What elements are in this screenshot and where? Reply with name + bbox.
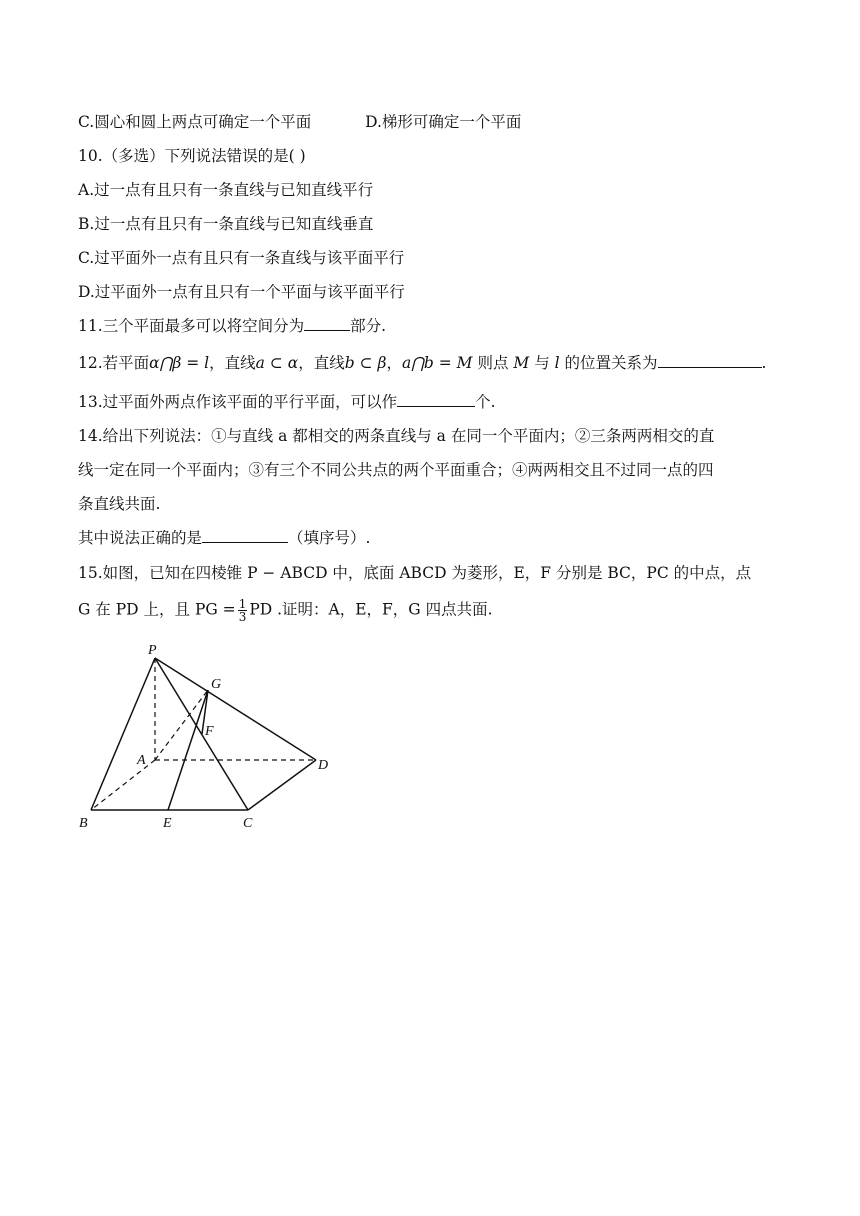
q13-answer-blank[interactable] bbox=[397, 391, 475, 407]
q12-text-4: ， bbox=[386, 354, 402, 372]
q14-line-2: 线一定在同一个平面内；③有三个不同公共点的两个平面重合；④两两相交且不过同一点的四 bbox=[78, 461, 714, 479]
q14-line-4 bbox=[78, 527, 370, 549]
q12-math-intersection: α⋂β = l bbox=[149, 354, 210, 372]
q11-text-after: 部分. bbox=[350, 317, 387, 335]
q15-line-1: 15.如图，已知在四棱锥 P − ABCD 中，底面 ABCD 为菱形，E，F 分别是 BC，PC 的中点，点 bbox=[78, 564, 752, 582]
q12-math-point-m: a⋂b = M bbox=[401, 354, 473, 372]
q9-option-c: C.圆心和圆上两点可确定一个平面 bbox=[78, 113, 312, 131]
edge-cd bbox=[248, 760, 316, 810]
q12-math-m: M bbox=[513, 354, 530, 372]
q12-text-end: . bbox=[761, 354, 767, 372]
q10-option-b: B.过一点有且只有一条直线与已知直线垂直 bbox=[78, 215, 374, 233]
label-e: E bbox=[163, 816, 172, 831]
q12-text-3: ，直线 bbox=[298, 354, 345, 372]
label-g: G bbox=[211, 677, 222, 692]
q14-text-before: 其中说法正确的是 bbox=[78, 529, 203, 547]
q15-fraction-denominator: 3 bbox=[238, 610, 247, 624]
label-b: B bbox=[79, 816, 88, 831]
q12-answer-blank[interactable] bbox=[658, 352, 762, 368]
label-p: P bbox=[148, 643, 157, 658]
q12-text-6: 与 bbox=[529, 354, 555, 372]
q12-math-line-a: a ⊂ α bbox=[255, 354, 299, 372]
pyramid-diagram bbox=[70, 638, 340, 833]
q9-options-line bbox=[78, 111, 521, 133]
q12-math-line-b: b ⊂ β bbox=[344, 354, 387, 372]
label-d: D bbox=[318, 758, 329, 773]
line-eg bbox=[168, 690, 208, 810]
q12-math-l: l bbox=[554, 354, 560, 372]
q14-text-after: （填序号）. bbox=[288, 529, 371, 547]
q12-text-2: ，直线 bbox=[209, 354, 256, 372]
q15-fraction bbox=[238, 598, 248, 623]
label-f: F bbox=[205, 724, 214, 739]
q14-answer-blank[interactable] bbox=[202, 527, 288, 543]
q10-stem: 10.（多选）下列说法错误的是( ) bbox=[78, 147, 306, 165]
q11-line bbox=[78, 315, 386, 337]
q14-line-3: 条直线共面. bbox=[78, 495, 161, 513]
q11-answer-blank[interactable] bbox=[304, 315, 350, 331]
q12-text-7: 的位置关系为 bbox=[559, 354, 658, 372]
label-c: C bbox=[243, 816, 253, 831]
q12-line bbox=[78, 352, 766, 374]
q12-text-1: 12.若平面 bbox=[78, 354, 150, 372]
q10-option-a: A.过一点有且只有一条直线与已知直线平行 bbox=[78, 181, 374, 199]
edge-pb bbox=[91, 658, 155, 810]
q13-text-before: 13.过平面外两点作该平面的平行平面，可以作 bbox=[78, 393, 398, 411]
q14-line-1: 14.给出下列说法：①与直线 a 都相交的两条直线与 a 在同一个平面内；②三条两两相交的直 bbox=[78, 427, 715, 445]
q10-option-d: D.过平面外一点有且只有一个平面与该平面平行 bbox=[78, 283, 405, 301]
q13-line bbox=[78, 391, 496, 413]
q13-text-after: 个. bbox=[475, 393, 496, 411]
q11-text-before: 11.三个平面最多可以将空间分为 bbox=[78, 317, 305, 335]
edge-pd bbox=[155, 658, 316, 760]
q10-option-c: C.过平面外一点有且只有一条直线与该平面平行 bbox=[78, 249, 405, 267]
q15-text-before: G 在 PD 上，且 PG = bbox=[78, 600, 236, 619]
q12-text-5: 则点 bbox=[472, 354, 514, 372]
q15-line-2 bbox=[78, 598, 493, 623]
edge-pc bbox=[155, 658, 248, 810]
q15-fraction-numerator: 1 bbox=[238, 597, 247, 611]
q15-text-after: PD .证明：A，E，F，G 四点共面. bbox=[249, 600, 493, 619]
label-a: A bbox=[137, 753, 146, 768]
q9-option-d: D.梯形可确定一个平面 bbox=[365, 113, 522, 131]
pyramid-figure bbox=[70, 638, 340, 833]
